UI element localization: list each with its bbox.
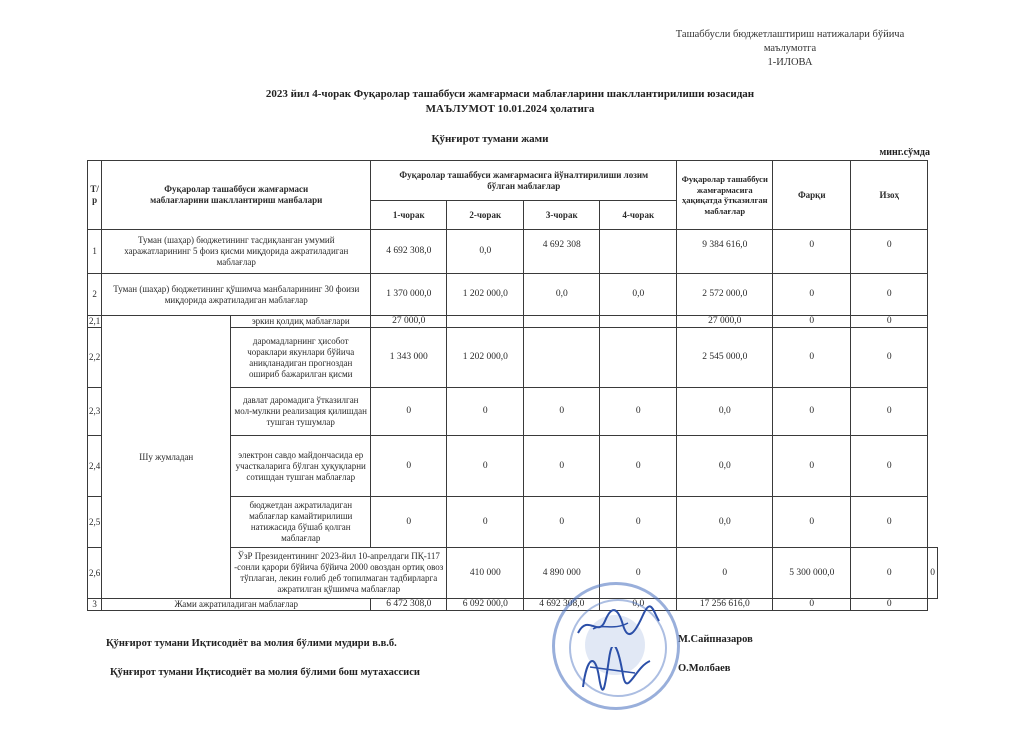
row-num: 2,4	[88, 436, 102, 497]
row-q4: 0	[600, 497, 677, 548]
row-diff: 0	[773, 497, 851, 548]
row-diff: 0	[773, 230, 851, 274]
row-diff: 0	[773, 436, 851, 497]
signatory-1-position: Қўнғирот тумани Иқтисодиёт ва молия бўлими мудири в.в.б.	[106, 638, 397, 649]
row-q2: 1 202 000,0	[447, 328, 524, 388]
header-source: Фуқаролар ташаббуси жамғармаси маблағларини шакллантириш манбалари	[102, 161, 371, 230]
row-note: 0	[928, 548, 938, 599]
row-note: 0	[851, 230, 928, 274]
row-note: 0	[851, 274, 928, 316]
row-q4	[600, 230, 677, 274]
row-q3: 0	[524, 388, 600, 436]
row-q2: 0	[447, 436, 524, 497]
row-actual: 0,0	[677, 497, 773, 548]
row-q1: 0	[371, 497, 447, 548]
row-actual: 0,0	[677, 436, 773, 497]
row-q1: 410 000	[447, 548, 524, 599]
row-q1: 6 472 308,0	[371, 599, 447, 611]
row-diff: 0	[851, 548, 928, 599]
row-q1: 0	[371, 436, 447, 497]
row-q3: 0	[524, 497, 600, 548]
row-q3: 4 692 308,0	[524, 599, 600, 611]
table-row	[88, 274, 938, 316]
row-q4: 0	[677, 548, 773, 599]
row-num: 2,2	[88, 328, 102, 388]
row-q3	[524, 328, 600, 388]
title-line-1: 2023 йил 4-чорак Фуқаролар ташаббуси жамғармаси маблағларини шакллантирилиши юзасидан	[265, 88, 755, 100]
table-header-row	[88, 161, 938, 201]
row-q2	[447, 316, 524, 328]
row-q4: 0	[600, 436, 677, 497]
document-title	[150, 87, 870, 117]
table-row	[88, 230, 938, 274]
annex-line-1: Ташаббусли бюджетлаштириш натижалари бўйича	[675, 29, 905, 40]
header-q1: 1-чорак	[371, 201, 447, 230]
row-q3: 0	[600, 548, 677, 599]
row-q4: 0,0	[600, 274, 677, 316]
header-planned: Фуқаролар ташаббуси жамғармасига йўналтирилиши лозим бўлган маблағлар	[371, 161, 677, 201]
row-note: 0	[851, 316, 928, 328]
row-actual: 0,0	[677, 388, 773, 436]
row-q2: 0	[447, 497, 524, 548]
header-diff: Фарқи	[773, 161, 851, 230]
row-num: 2	[88, 274, 102, 316]
annex-number: 1-ИЛОВА	[767, 57, 813, 68]
row-q2: 0,0	[447, 230, 524, 274]
row-num: 2,1	[89, 316, 101, 326]
row-q3: 0	[524, 436, 600, 497]
row-source: бюджетдан ажратиладиган маблағлар камайтирилиши натижасида бўшаб қолган маблағлар	[231, 497, 371, 548]
signature-2-icon	[575, 647, 655, 692]
row-q1: 1 370 000,0	[371, 274, 447, 316]
row-source: даромадларнинг ҳисобот чораклари якунлари бўйича аниқланадиган прогноздан ошириб бажарилган қисми	[231, 328, 371, 388]
signatory-1-name: М.Сайпназаров	[678, 634, 753, 645]
header-q4: 4-чорак	[600, 201, 677, 230]
row-num: 2,6	[88, 548, 102, 599]
row-q2: 6 092 000,0	[447, 599, 524, 611]
row-diff: 0	[773, 328, 851, 388]
header-note: Изоҳ	[851, 161, 928, 230]
row-num: 2,3	[88, 388, 102, 436]
row-q2: 0	[447, 388, 524, 436]
row-source: Туман (шаҳар) бюджетининг қўшимча манбаларининг 30 фоизи миқдорида ажратиладиган маблағлар	[102, 274, 371, 316]
unit-label: минг.сўмда	[879, 147, 930, 158]
row-q2: 4 890 000	[524, 548, 600, 599]
row-actual: 9 384 616,0	[677, 230, 773, 274]
row-source: Туман (шаҳар) бюджетининг тасдиқланган умумий харажатларининг 5 фоиз қисми миқдорида ажратиладиган маблағлар	[102, 230, 371, 274]
header-actual: Фуқаролар ташаббуси жамғармасига ҳақиқатда ўтказилган маблағлар	[677, 161, 773, 230]
row-q3	[524, 316, 600, 328]
row-q1: 0	[371, 388, 447, 436]
row-q1: 4 692 308,0	[371, 230, 447, 274]
row-q4: 0,0	[600, 599, 677, 611]
row-q3: 0,0	[524, 274, 600, 316]
row-num: 3	[88, 599, 102, 611]
row-actual: 27 000,0	[677, 316, 773, 328]
group-label: Шу жумладан	[102, 316, 231, 599]
row-diff: 0	[773, 599, 851, 611]
row-q3: 4 692 308	[524, 230, 600, 274]
row-source: Жами ажратиладиган маблағлар	[102, 599, 371, 611]
district-label: Қўнғирот тумани жами	[431, 133, 549, 145]
row-q2: 1 202 000,0	[447, 274, 524, 316]
row-note: 0	[851, 599, 928, 611]
annex-heading	[640, 28, 940, 70]
row-q4	[600, 328, 677, 388]
signatory-2-name: О.Молбаев	[678, 663, 731, 674]
annex-line-2: маълумотга	[763, 43, 817, 54]
header-q3: 3-чорак	[524, 201, 600, 230]
row-note: 0	[851, 388, 928, 436]
row-source: ЎзР Президентининг 2023-йил 10-апрелдаги ПҚ-117 -сонли қарори бўйича бўйича 2000 овоздан ортиқ овоз тўплаган, лекин ғолиб деб топилмаган тадбирларга ажратилган қўшимча маблағлар	[231, 548, 447, 599]
official-stamp	[552, 582, 680, 710]
row-actual: 5 300 000,0	[773, 548, 851, 599]
row-source: электрон савдо майдончасида ер участкаларига бўлган ҳуқуқларни сотишдан тушган маблағлар	[231, 436, 371, 497]
row-q4	[600, 316, 677, 328]
row-q1: 27 000,0	[371, 316, 447, 328]
title-line-2: МАЪЛУМОТ 10.01.2024 ҳолатига	[425, 103, 595, 115]
header-num: Т/р	[88, 161, 102, 230]
row-diff: 0	[773, 388, 851, 436]
row-q4: 0	[600, 388, 677, 436]
signature-1-icon	[573, 603, 663, 643]
row-note: 0	[851, 436, 928, 497]
row-diff: 0	[773, 274, 851, 316]
row-q1: 1 343 000	[371, 328, 447, 388]
table-row	[88, 316, 938, 328]
header-q2: 2-чорак	[447, 201, 524, 230]
report-table	[87, 160, 938, 611]
table-row-total	[88, 599, 938, 611]
row-actual: 17 256 616,0	[677, 599, 773, 611]
row-note: 0	[851, 497, 928, 548]
row-actual: 2 572 000,0	[677, 274, 773, 316]
row-source: эркин қолдиқ маблағлари	[231, 316, 371, 328]
row-note: 0	[851, 328, 928, 388]
row-diff: 0	[773, 316, 851, 328]
row-actual: 2 545 000,0	[677, 328, 773, 388]
row-num: 2,5	[88, 497, 102, 548]
row-source: давлат даромадига ўтказилган мол-мулкни реализация қилишдан тушган тушумлар	[231, 388, 371, 436]
signatory-2-position: Қўнғирот тумани Иқтисодиёт ва молия бўлими бош мутахассиси	[110, 667, 420, 678]
row-num: 1	[88, 230, 102, 274]
